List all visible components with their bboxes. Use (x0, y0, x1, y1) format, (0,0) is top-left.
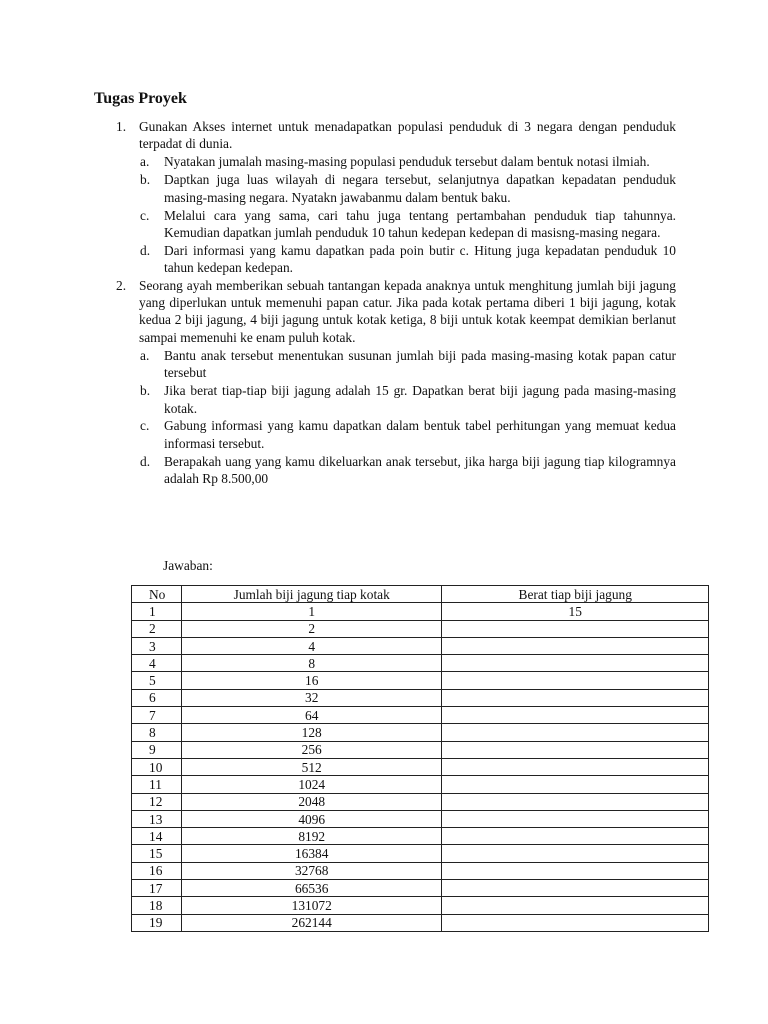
cell-no: 11 (132, 776, 182, 793)
cell-berat (442, 758, 709, 775)
cell-no: 15 (132, 845, 182, 862)
cell-berat (442, 620, 709, 637)
cell-berat (442, 724, 709, 741)
table-row (132, 810, 709, 827)
table-row (132, 776, 709, 793)
cell-no: 16 (132, 862, 182, 879)
cell-jumlah: 32768 (181, 862, 442, 879)
cell-jumlah: 2048 (181, 793, 442, 810)
cell-no: 4 (132, 655, 182, 672)
cell-jumlah: 262144 (181, 914, 442, 931)
cell-berat (442, 897, 709, 914)
subtask-2d (0, 453, 676, 488)
subtask-text: Bantu anak tersebut menentukan susunan jumlah biji pada masing-masing kotak papan catur tersebut (164, 347, 676, 381)
cell-jumlah: 64 (181, 707, 442, 724)
cell-no: 14 (132, 828, 182, 845)
page-title: Tugas Proyek (94, 90, 187, 107)
cell-jumlah: 16 (181, 672, 442, 689)
cell-no: 6 (132, 689, 182, 706)
cell-no: 13 (132, 810, 182, 827)
subtask-text: Dari informasi yang kamu dapatkan pada poin butir c. Hitung juga kepadatan penduduk 10 tahun kedepan kedepan. (164, 242, 676, 276)
cell-jumlah: 2 (181, 620, 442, 637)
table-row (132, 845, 709, 862)
table-row (132, 880, 709, 897)
cell-no: 9 (132, 741, 182, 758)
cell-jumlah: 128 (181, 724, 442, 741)
cell-no: 10 (132, 758, 182, 775)
subtask-2a (0, 347, 676, 382)
cell-jumlah: 4096 (181, 810, 442, 827)
cell-berat (442, 741, 709, 758)
cell-berat (442, 810, 709, 827)
table-header-row (132, 586, 709, 603)
cell-jumlah: 1024 (181, 776, 442, 793)
subtask-1c (0, 207, 676, 242)
subtask-text: Daptkan juga luas wilayah di negara tersebut, selanjutnya dapatkan kepadatan penduduk masing-masing negara. Nyatakn jawabanmu dalam bentuk baku. (164, 172, 676, 205)
task-number: 1. (116, 119, 127, 134)
subtask-letter: c. (140, 418, 150, 434)
table-row (132, 758, 709, 775)
cell-jumlah: 131072 (181, 897, 442, 914)
cell-jumlah: 1 (181, 603, 442, 620)
cell-no: 8 (132, 724, 182, 741)
table-row (132, 707, 709, 724)
subtask-letter: d. (140, 242, 151, 258)
cell-berat: 15 (442, 603, 709, 620)
cell-berat (442, 672, 709, 689)
task-list (0, 118, 768, 488)
cell-no: 17 (132, 880, 182, 897)
answer-table (131, 585, 709, 932)
cell-jumlah: 16384 (181, 845, 442, 862)
answer-label: Jawaban: (163, 558, 213, 573)
subtask-text: Nyatakan jumalah masing-masing populasi penduduk tersebut dalam bentuk notasi ilmiah. (164, 154, 650, 170)
subtask-letter: a. (140, 154, 150, 170)
header-jumlah: Jumlah biji jagung tiap kotak (181, 586, 442, 603)
table-row (132, 689, 709, 706)
cell-no: 12 (132, 793, 182, 810)
subtask-text: Gabung informasi yang kamu dapatkan dalam bentuk tabel perhitungan yang memuat kedua informasi tersebut. (164, 418, 676, 451)
task-item-1 (0, 118, 676, 153)
cell-no: 19 (132, 914, 182, 931)
cell-no: 2 (132, 620, 182, 637)
cell-berat (442, 862, 709, 879)
subtask-letter: c. (140, 207, 150, 223)
cell-berat (442, 793, 709, 810)
header-no: No (132, 586, 182, 603)
cell-berat (442, 914, 709, 931)
subtask-1d (0, 242, 676, 277)
subtask-letter: d. (140, 453, 151, 469)
cell-berat (442, 689, 709, 706)
cell-jumlah: 66536 (181, 880, 442, 897)
cell-no: 5 (132, 672, 182, 689)
cell-berat (442, 880, 709, 897)
cell-berat (442, 637, 709, 654)
task-number: 2. (116, 277, 127, 293)
subtask-1a (0, 153, 676, 170)
cell-jumlah: 32 (181, 689, 442, 706)
cell-jumlah: 8192 (181, 828, 442, 845)
table-row (132, 655, 709, 672)
table-row (132, 897, 709, 914)
table-row (132, 637, 709, 654)
task-text: Seorang ayah memberikan sebuah tantangan kepada anaknya untuk menghitung jumlah biji jagung yang diperlukan untuk memenuhi papan catur. Jika pada kotak pertama diberi 1 biji jagung, kotak kedua 2 biji jagung, 4 biji jagung untuk kotak ketiga, 8 biji untuk kotak keempat demikian berlanut sampai memenuhi ke enam puluh kotak. (139, 277, 676, 345)
table-row (132, 603, 709, 620)
table-row (132, 741, 709, 758)
table-row (132, 724, 709, 741)
cell-no: 1 (132, 603, 182, 620)
subtask-text: Jika berat tiap-tiap biji jagung adalah 15 gr. Dapatkan berat biji jagung pada masing-masing kotak. (164, 383, 676, 416)
cell-no: 7 (132, 707, 182, 724)
cell-jumlah: 8 (181, 655, 442, 672)
cell-berat (442, 845, 709, 862)
subtask-text: Berapakah uang yang kamu dikeluarkan anak tersebut, jika harga biji jagung tiap kilogramnya adalah Rp 8.500,00 (164, 453, 676, 487)
cell-berat (442, 776, 709, 793)
cell-berat (442, 655, 709, 672)
subtask-letter: b. (140, 383, 151, 399)
subtask-letter: b. (140, 172, 151, 188)
task-item-2 (0, 277, 676, 347)
subtask-2b (0, 382, 676, 417)
cell-jumlah: 512 (181, 758, 442, 775)
cell-berat (442, 828, 709, 845)
table-row (132, 914, 709, 931)
table-row (132, 672, 709, 689)
cell-berat (442, 707, 709, 724)
subtask-letter: a. (140, 347, 150, 363)
table-row (132, 862, 709, 879)
header-berat: Berat tiap biji jagung (442, 586, 709, 603)
subtask-2c (0, 417, 676, 452)
task-text: Gunakan Akses internet untuk menadapatkan populasi penduduk di 3 negara dengan penduduk terpadat di dunia. (139, 119, 676, 152)
cell-no: 18 (132, 897, 182, 914)
table-row (132, 793, 709, 810)
table-row (132, 828, 709, 845)
cell-jumlah: 256 (181, 741, 442, 758)
table-body (132, 603, 709, 932)
table-row (132, 620, 709, 637)
subtask-text: Melalui cara yang sama, cari tahu juga tentang pertambahan penduduk tiap tahunnya. Kemudian dapatkan jumlah penduduk 10 tahun kedepan kedepan di masisng-masing negara. (164, 207, 676, 240)
subtask-1b (0, 171, 676, 206)
cell-no: 3 (132, 637, 182, 654)
cell-jumlah: 4 (181, 637, 442, 654)
